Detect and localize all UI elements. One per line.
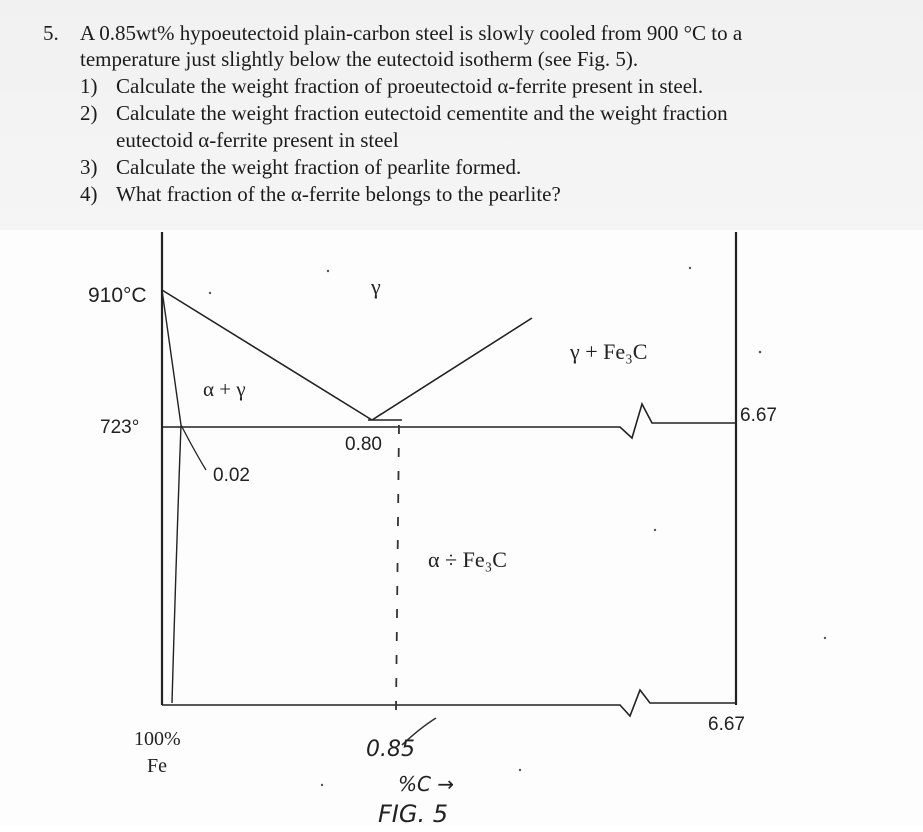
item-4-number: 4) [80, 182, 98, 206]
fe-percent-label: 100% [134, 728, 181, 750]
item-2-text: Calculate the weight fraction eutectoid cementite and the weight fraction [116, 101, 728, 125]
scan-speck [759, 351, 762, 354]
scan-speck [654, 529, 656, 531]
eutectoid-isotherm [162, 404, 736, 438]
scan-speck [689, 267, 691, 269]
alloy-composition-handwritten: 0.85 [366, 737, 415, 762]
alloy-composition-line [396, 425, 399, 710]
phase-diagram [0, 230, 923, 827]
scan-speck [519, 769, 521, 771]
cementite-composition-top-label: 6.67 [740, 405, 777, 426]
temp-910-label: 910°C [88, 284, 147, 307]
question-intro-line1: A 0.85wt% hypoeutectoid plain-carbon steel is slowly cooled from 900 °C to a [80, 21, 743, 45]
item-1-text: Calculate the weight fraction of proeutectoid α-ferrite present in steel. [116, 74, 704, 98]
temp-723-label: 723° [100, 417, 140, 438]
gamma-fe3c-region-label: γ + Fe₃C [570, 339, 648, 364]
acm-line [372, 318, 532, 420]
phase-diagram-figure [0, 230, 923, 827]
scan-speck [209, 292, 211, 294]
alpha-solvus-line [172, 425, 181, 703]
fe-element-label: Fe [147, 755, 167, 777]
scan-speck [321, 784, 323, 786]
gamma-region-label: γ [371, 274, 381, 299]
item-4-text: What fraction of the α-ferrite belongs to the pearlite? [116, 182, 561, 206]
eutectoid-composition-label: 0.80 [345, 434, 382, 455]
cementite-composition-bottom-label: 6.67 [708, 714, 745, 735]
item-2-number: 2) [80, 101, 98, 125]
carbon-axis-handwritten: %C → [398, 772, 455, 796]
figure-label-handwritten: FIG. 5 [378, 800, 449, 827]
item-3-text: Calculate the weight fraction of pearlite formed. [116, 155, 522, 179]
alpha-fe3c-region-label: α ÷ Fe₃C [428, 547, 507, 572]
bottom-axis-line [162, 690, 736, 716]
item-1-number: 1) [80, 74, 98, 98]
item-3-number: 3) [80, 155, 98, 179]
a3-line [162, 290, 372, 420]
alpha-gamma-boundary [162, 290, 181, 425]
ferrite-composition-label: 0.02 [213, 465, 250, 486]
question-number: 5. [43, 21, 59, 45]
scan-speck [327, 270, 329, 272]
ferrite-pointer [181, 425, 206, 470]
item-2-text-continued: eutectoid α-ferrite present in steel [116, 128, 399, 152]
alpha-gamma-region-label: α + γ [203, 377, 246, 401]
scan-speck [824, 637, 826, 639]
question-intro-line2: temperature just slightly below the eutectoid isotherm (see Fig. 5). [80, 47, 639, 71]
question-block [0, 0, 923, 230]
